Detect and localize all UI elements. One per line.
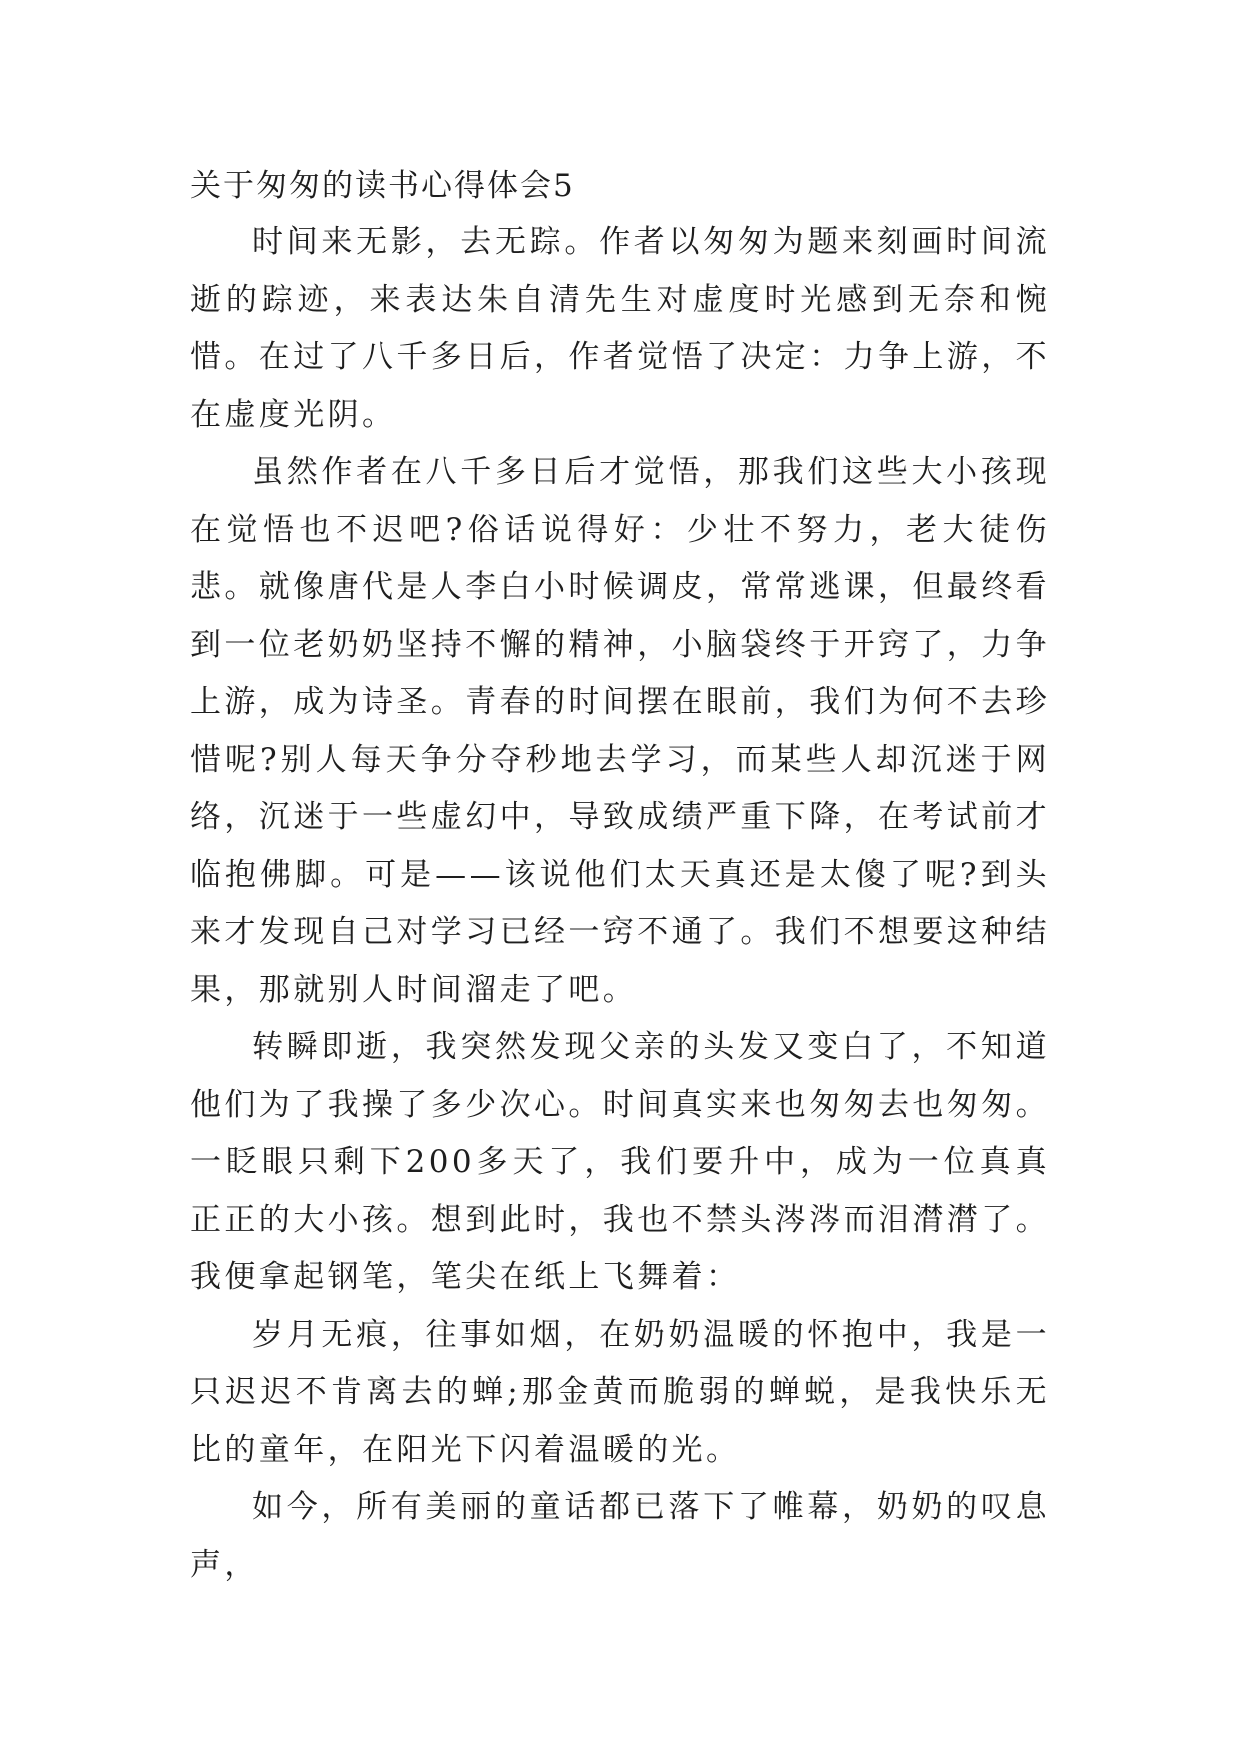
document-title: 关于匆匆的读书心得体会5 <box>190 168 575 204</box>
paragraph-4: 岁月无痕，往事如烟，在奶奶温暖的怀抱中，我是一只迟迟不肯离去的蝉;那金黄而脆弱的蝉蜕，是我快乐无比的童年，在阳光下闪着温暖的光。 <box>190 1316 1050 1468</box>
document-page <box>190 165 1050 1594</box>
paragraph-3: 转瞬即逝，我突然发现父亲的头发又变白了，不知道他们为了我操了多少次心。时间真实来也匆匆去也匆匆。一眨眼只剩下200多天了，我们要升中，成为一位真真正正的大小孩。想到此时，我也不禁头涔涔而泪潸潸了。我便拿起钢笔，笔尖在纸上飞舞着： <box>190 1029 1050 1295</box>
paragraph-5: 如今，所有美丽的童话都已落下了帷幕，奶奶的叹息声， <box>190 1489 1050 1583</box>
paragraph-2: 虽然作者在八千多日后才觉悟，那我们这些大小孩现在觉悟也不迟吧?俗话说得好：少壮不努力，老大徒伤悲。就像唐代是人李白小时候调皮，常常逃课，但最终看到一位老奶奶坚持不懈的精神，小脑袋终于开窍了，力争上游，成为诗圣。青春的时间摆在眼前，我们为何不去珍惜呢?别人每天争分夺秒地去学习，而某些人却沉迷于网络，沉迷于一些虚幻中，导致成绩严重下降，在考试前才临抱佛脚。可是——该说他们太天真还是太傻了呢?到头来才发现自己对学习已经一窍不通了。我们不想要这种结果，那就别人时间溜走了吧。 <box>190 454 1050 1008</box>
paragraph-1: 时间来无影，去无踪。作者以匆匆为题来刻画时间流逝的踪迹，来表达朱自清先生对虚度时光感到无奈和惋惜。在过了八千多日后，作者觉悟了决定：力争上游，不在虚度光阴。 <box>190 224 1050 433</box>
